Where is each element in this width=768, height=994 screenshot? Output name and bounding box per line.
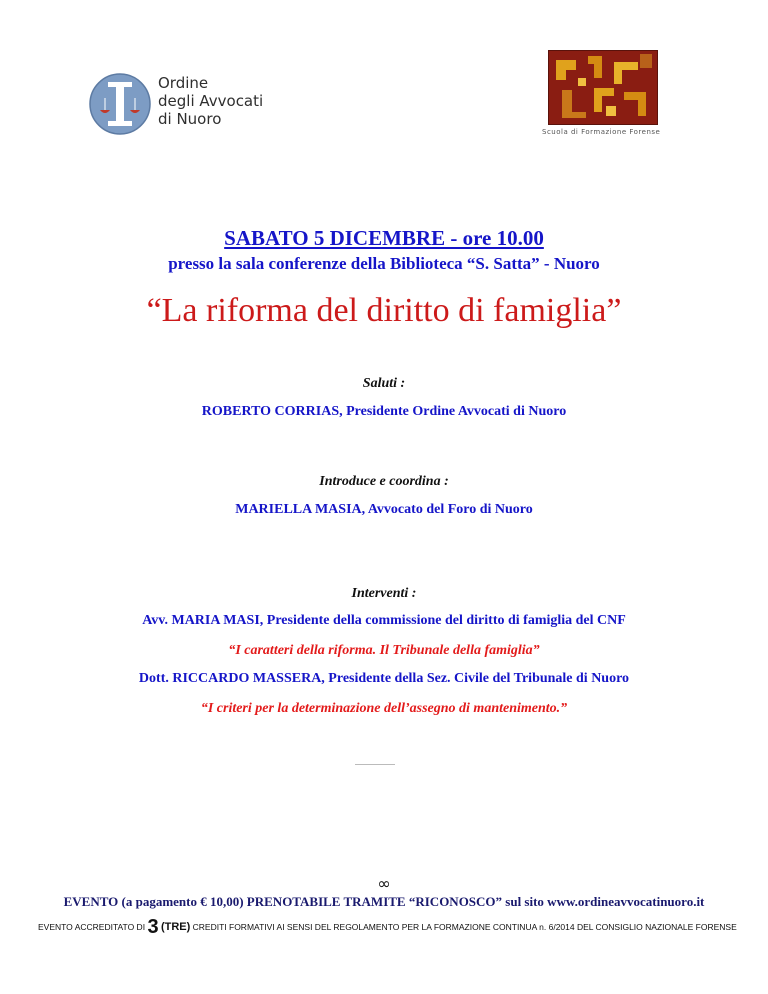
event-date: SABATO 5 DICEMBRE - ore 10.00 — [224, 226, 544, 250]
speaker1: Avv. MARIA MASI, Presidente della commissione del diritto di famiglia del CNF — [142, 613, 626, 628]
talks-label: Interventi : — [351, 586, 417, 601]
order-name-line1: Ordine — [158, 74, 209, 92]
order-name-line3: di Nuoro — [158, 110, 222, 128]
event-title: “La riforma del diritto di famiglia” — [146, 292, 622, 329]
accredit-prefix: EVENTO ACCREDITATO DI — [38, 922, 146, 932]
intro-person: MARIELLA MASIA, Avvocato del Foro di Nuoro — [235, 502, 533, 517]
event-venue: presso la sala conferenze della Biblioteca “S. Satta” - Nuoro — [168, 254, 600, 273]
order-name — [158, 74, 263, 128]
divider — [355, 764, 395, 765]
infinity-symbol: ∞ — [377, 874, 391, 893]
mosaic-icon — [548, 50, 658, 125]
accredit-suffix: CREDITI FORMATIVI AI SENSI DEL REGOLAMENTO PER LA FORMAZIONE CONTINUA n. 6/2014 DEL CONSIGLIO NAZIONALE FORENSE — [192, 922, 737, 932]
order-emblem-icon — [88, 72, 152, 136]
intro-label: Introduce e coordina : — [319, 474, 449, 489]
greetings-person: ROBERTO CORRIAS, Presidente Ordine Avvocati di Nuoro — [201, 404, 567, 419]
booking-info: EVENTO (a pagamento € 10,00) PRENOTABILE TRAMITE “RICONOSCO” sul sito www.ordineavvocatinuoro.it — [63, 894, 705, 909]
school-logo — [542, 50, 661, 138]
speaker1-talk: “I caratteri della riforma. Il Tribunale della famiglia” — [228, 643, 540, 658]
speaker2: Dott. RICCARDO MASSERA, Presidente della Sez. Civile del Tribunale di Nuoro — [138, 671, 630, 686]
school-caption: Scuola di Formazione Forense — [542, 128, 661, 136]
order-logo — [88, 72, 288, 140]
speaker2-talk: “I criteri per la determinazione dell’assegno di mantenimento.” — [200, 701, 568, 716]
credits-word: (TRE) — [160, 921, 191, 933]
credits-number: 3 — [147, 916, 159, 938]
greetings-label: Saluti : — [362, 376, 406, 391]
accreditation-note — [38, 916, 738, 939]
order-name-line2: degli Avvocati — [158, 92, 264, 110]
